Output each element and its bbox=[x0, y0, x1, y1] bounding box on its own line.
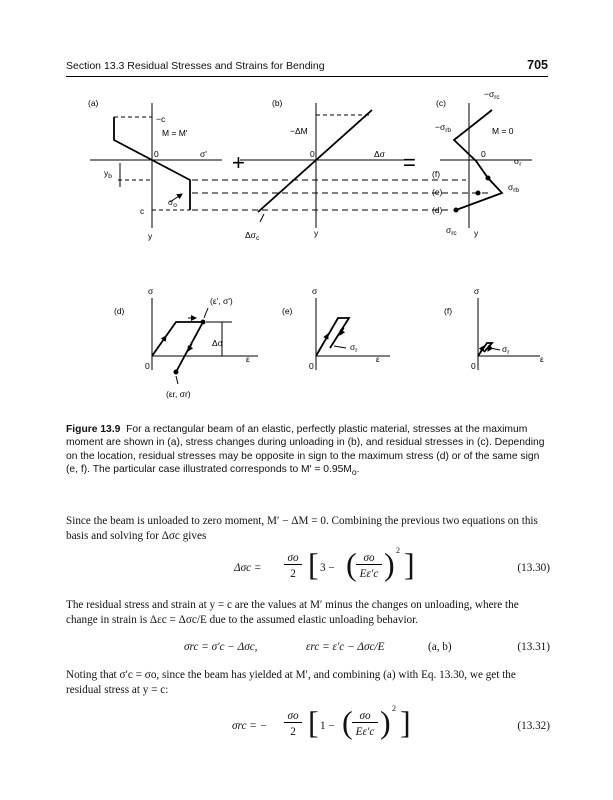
paragraph-1: Since the beam is unloaded to zero moment, M′ − ΔM = 0. Combining the previous two equations on this basis and solving for Δσc gives bbox=[66, 515, 538, 542]
svg-text:0: 0 bbox=[145, 361, 150, 371]
svg-text:σ: σ bbox=[474, 286, 480, 296]
svg-text:(ε', σ'): (ε', σ') bbox=[210, 296, 233, 306]
figure-caption: Figure 13.9 For a rectangular beam of an elastic, perfectly plastic material, stresses at the maximum moment are shown in (a), stress changes during unloading in (b), and residual stresses in (c). Depending on the location, residual stresses may be opposite in sign to the maximum stress (d) or of the same sign (e, f). The particular case illustrated corresponds to $M' = 0.95M_o$. bbox=[66, 424, 545, 478]
panel-d-loop bbox=[152, 322, 203, 372]
svg-text:(f): (f) bbox=[432, 169, 441, 179]
svg-text:−ΔM: −ΔM bbox=[290, 126, 308, 136]
svg-text:−σrc: $-\sigma_{rc}$ bbox=[484, 89, 500, 101]
svg-text:σrc: $\sigma_{rc}$ bbox=[446, 225, 457, 237]
panel-a-moment: M = M' bbox=[162, 128, 188, 138]
panel-d-tag: (d) bbox=[114, 306, 125, 316]
svg-text:σrb: $\sigma_{rb}$ bbox=[508, 182, 520, 194]
svg-text:σr: $\sigma_r$ bbox=[350, 342, 358, 354]
svg-text:ε: ε bbox=[376, 354, 380, 364]
paragraph-2: The residual stress and strain at y = c are the values at M′ minus the changes on unloading, where the change in strain is Δεc = Δσc/E due to the assumed elastic unloading behavior. bbox=[66, 599, 519, 626]
equation-13-30: Δσc = σo 2 [ 3 − ( σo Eε′c ) 2 ] (13.30) bbox=[234, 546, 550, 582]
equation-number: (13.32) bbox=[517, 720, 550, 732]
svg-text:σo: $\sigma_o$ bbox=[168, 197, 177, 209]
panel-f-tag: (f) bbox=[444, 306, 453, 316]
equals-sign: = bbox=[403, 150, 416, 175]
page-number: 705 bbox=[527, 58, 548, 72]
panel-f-loop bbox=[478, 343, 492, 356]
svg-text:Δσ: Δσ bbox=[374, 149, 385, 159]
svg-text:y: y bbox=[148, 231, 153, 241]
panel-b-tag: (b) bbox=[272, 98, 283, 108]
svg-text:M = 0: M = 0 bbox=[492, 126, 514, 136]
paragraph-3: Noting that σ′c = σo, since the beam has yielded at M′, and combining (a) with Eq. 13.30, we get the residual stress at y = c: bbox=[66, 669, 516, 696]
svg-text:ε: ε bbox=[540, 354, 544, 364]
svg-text:σ': σ' bbox=[200, 149, 207, 159]
svg-text:−c: −c bbox=[156, 114, 166, 124]
equation-number: (13.30) bbox=[517, 562, 550, 574]
section-title: Section 13.3 Residual Stresses and Strains for Bending bbox=[66, 60, 325, 72]
svg-text:(εr, σr): (εr, σr) bbox=[166, 389, 191, 399]
svg-text:Δσc: $\Delta\sigma_c$ bbox=[245, 230, 260, 242]
svg-text:σr: $\sigma_r$ bbox=[514, 156, 522, 168]
plus-sign: + bbox=[232, 150, 245, 175]
panel-a-tag: (a) bbox=[88, 98, 99, 108]
equation-13-31: σrc = σ′c − Δσc, εrc = ε′c − Δσc/E (a, b) (13.31) bbox=[184, 641, 550, 653]
svg-text:0: 0 bbox=[481, 149, 486, 159]
svg-text:yb: $y_b$ bbox=[104, 168, 112, 180]
panel-b-unloading-line bbox=[258, 110, 372, 212]
svg-text:−σrb: $-\sigma_{rb}$ bbox=[435, 122, 451, 134]
svg-text:c: c bbox=[140, 206, 145, 216]
equation-13-32: σrc = − σo 2 [ 1 − ( σo Eε′c ) 2 ] (13.32) bbox=[232, 704, 550, 740]
svg-text:0: 0 bbox=[309, 361, 314, 371]
caption-label: Figure 13.9 bbox=[66, 424, 121, 435]
svg-text:σr: $\sigma_r$ bbox=[502, 344, 510, 356]
svg-text:σ: σ bbox=[148, 286, 154, 296]
svg-text:σ: σ bbox=[312, 286, 318, 296]
svg-text:Δσ: Δσ bbox=[212, 338, 223, 348]
panel-e-tag: (e) bbox=[282, 306, 293, 316]
equation-number: (13.31) bbox=[517, 641, 550, 653]
svg-text:(d): (d) bbox=[432, 205, 443, 215]
panel-c-tag: (c) bbox=[436, 98, 446, 108]
svg-text:ε: ε bbox=[246, 354, 250, 364]
svg-text:y: y bbox=[314, 228, 319, 238]
svg-text:y: y bbox=[474, 228, 479, 238]
svg-text:0: 0 bbox=[154, 149, 159, 159]
panel-e-loop bbox=[316, 318, 349, 356]
svg-text:(e): (e) bbox=[432, 187, 443, 197]
svg-text:0: 0 bbox=[471, 361, 476, 371]
svg-text:0: 0 bbox=[310, 149, 315, 159]
